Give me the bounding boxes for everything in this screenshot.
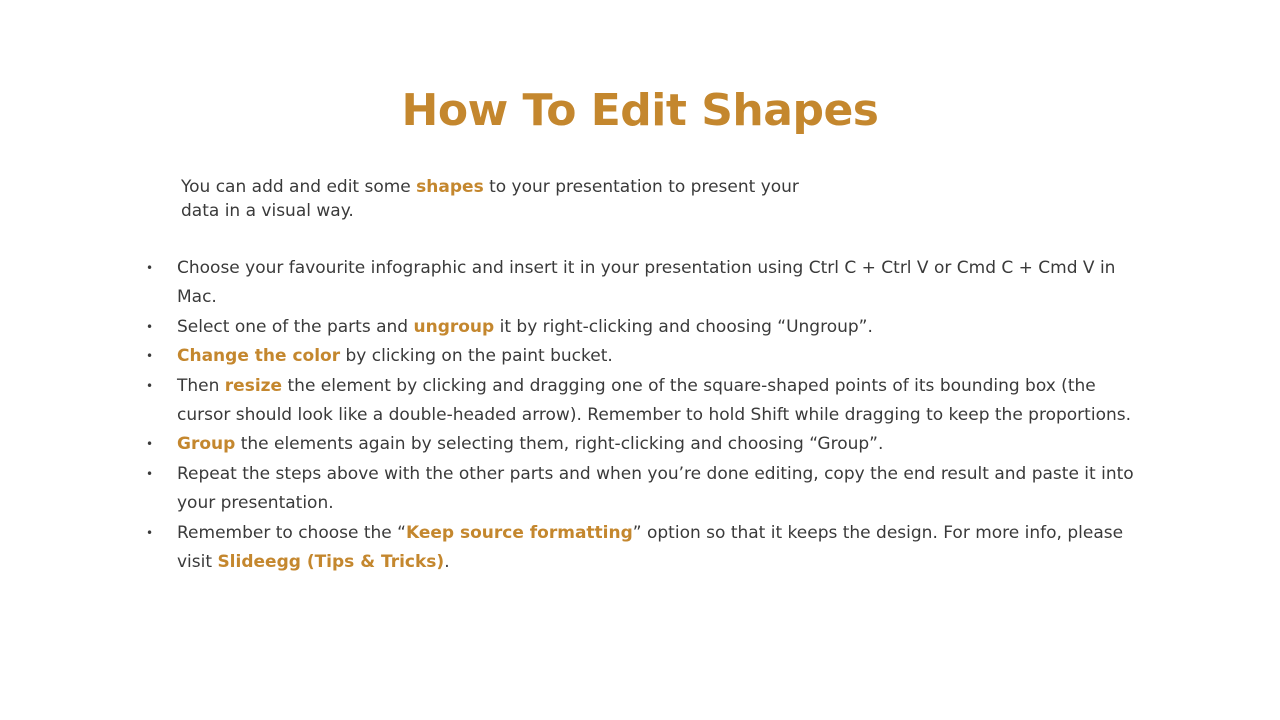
list-item-text: ” option so that it keeps the design. For more info, please visit — [177, 522, 1124, 573]
list-item-highlight: Group — [177, 434, 236, 455]
list-item-text: the element by clicking and dragging one of the square-shaped points of its bounding box (the cursor should look like a double-headed arrow). Remember to hold Shift while dragging to keep the proportions. — [177, 375, 1132, 426]
bullet-dot-icon: • — [146, 319, 154, 334]
list-item-text: Remember to choose the “ — [177, 522, 406, 543]
list-item-text: Select one of the parts and — [177, 316, 414, 337]
intro-paragraph — [181, 175, 841, 223]
intro-text-end: to your presentation to present your data in a visual way. — [181, 177, 799, 221]
list-item — [140, 372, 1140, 431]
list-item-text: . — [444, 552, 450, 573]
list-item-text: Repeat the steps above with the other parts and when you’re done editing, copy the end result and paste it into your presentation. — [177, 463, 1134, 514]
list-item — [140, 460, 1140, 519]
instruction-list — [140, 254, 1140, 577]
list-item-text: Then — [177, 375, 225, 396]
list-item — [140, 254, 1140, 313]
intro-text: You can add and edit some — [181, 177, 417, 197]
list-item-highlight: Change the color — [177, 346, 341, 367]
slide-title: How To Edit Shapes — [401, 85, 879, 136]
list-item — [140, 313, 1140, 342]
list-item-text: it by right-clicking and choosing “Ungroup”. — [494, 316, 873, 337]
bullet-dot-icon: • — [146, 525, 154, 540]
list-item-text: by clicking on the paint bucket. — [340, 346, 613, 367]
bullet-dot-icon: • — [146, 349, 154, 364]
list-item-text: Choose your favourite infographic and insert it in your presentation using Ctrl C + Ctrl V or Cmd C + Cmd V in Mac. — [177, 258, 1116, 308]
list-item-highlight: Keep source formatting — [405, 522, 633, 543]
list-item-highlight: resize — [224, 375, 283, 396]
list-item — [140, 342, 1140, 371]
list-item — [140, 430, 1140, 459]
bullet-dot-icon: • — [146, 437, 154, 452]
list-item-text: the elements again by selecting them, right-clicking and choosing “Group”. — [235, 434, 884, 455]
list-item-highlight: ungroup — [413, 316, 495, 337]
bullet-dot-icon: • — [146, 466, 154, 481]
intro-highlight: shapes — [416, 177, 484, 197]
bullet-dot-icon: • — [146, 261, 154, 275]
list-item — [140, 519, 1140, 578]
bullet-dot-icon: • — [146, 378, 154, 393]
slideegg-tips-link[interactable]: Slideegg (Tips & Tricks) — [217, 552, 445, 573]
